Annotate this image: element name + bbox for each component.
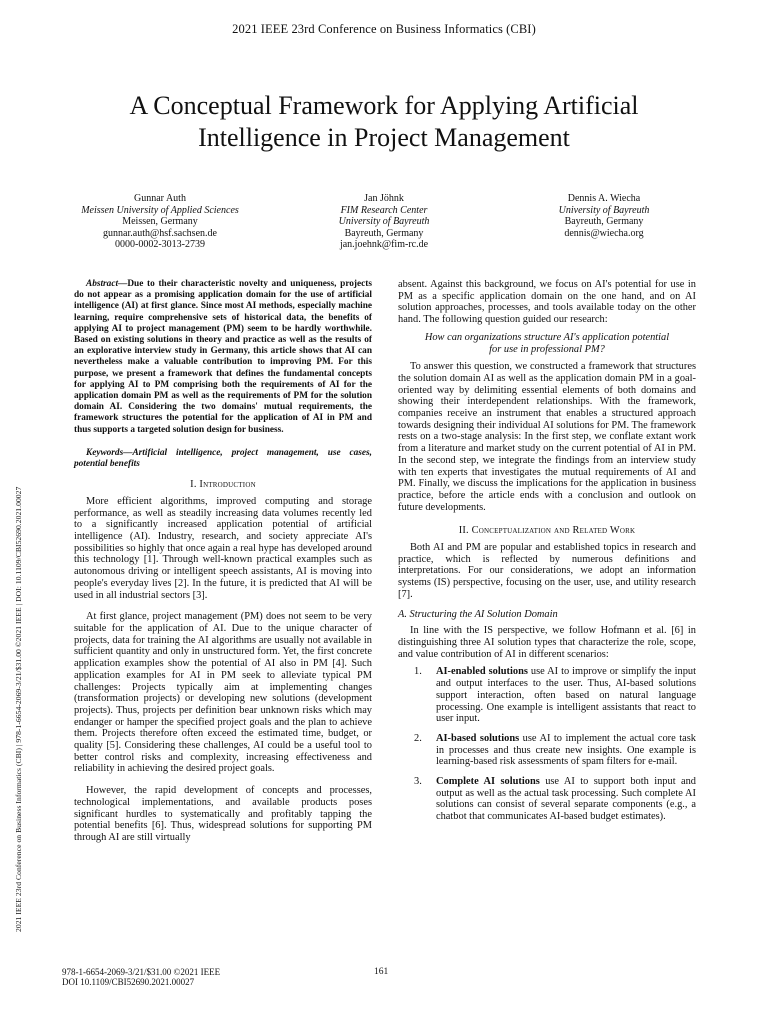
author-affiliation: Meissen University of Applied Sciences: [81, 204, 239, 216]
author-email[interactable]: jan.joehnk@fim-rc.de: [339, 239, 429, 251]
author-orcid: 0000-0002-3013-2739: [115, 239, 205, 251]
body-paragraph: More efficient algorithms, improved computing and storage performance, as well as steadily increasing data volumes recently led to a significantly increased application potential of artificial intelligence (AI). Industry, research, and society appreciate AI's possibilities so highly that once again a real hype has developed around this technology [1]. Through well-known practical examples such as autonomous driving or intelligent speech assistants, AI is moving into people's everyday lives [2]. In the future, it is predicted that AI will be used in all industrial sectors [3].: [74, 495, 372, 601]
footer-isbn: 978-1-6654-2069-3/21/$31.00 ©2021 IEEE: [62, 967, 221, 977]
list-number: 1.: [414, 666, 422, 678]
footer-doi: DOI 10.1109/CBI52690.2021.00027: [62, 977, 195, 987]
footer-publication-info: [62, 967, 220, 987]
abstract-lead: Abstract: [86, 279, 119, 289]
title-line-1: A Conceptual Framework for Applying Artificial: [129, 91, 639, 120]
author-university: University of Bayreuth: [338, 216, 430, 228]
left-column: [74, 279, 372, 844]
section-heading-conceptualization: II. Conceptualization and Related Work: [458, 525, 636, 537]
author-3: [494, 193, 714, 239]
list-text: use AI to implement the actual core task in processes and thus create new insights. One example is learning-based risk assessments of spam filters for e-mail.: [436, 732, 696, 768]
body-paragraph: However, the rapid development of concepts and processes, technological implementations, and available products poses significant hurdles to systematically and profitably tapping the potential benefits [6]. Thus, widespread solutions for supporting PM through AI are still virtually: [74, 785, 372, 843]
body-paragraph: Both AI and PM are popular and established topics in research and practice, which is reflected by numerous definitions and interpretations. For our considerations, we adopt an information systems (IS) perspective, focusing on the user, use, and utility research [7].: [398, 542, 696, 600]
list-term: AI-enabled solutions: [436, 666, 528, 678]
list-number: 2.: [414, 732, 422, 744]
title-line-2: Intelligence in Project Management: [198, 123, 570, 152]
list-item: [398, 733, 696, 768]
author-location: Bayreuth, Germany: [564, 216, 644, 228]
list-text: use AI to support both input and output as well as the actual task processing. Such complete AI solutions can consist of several separate components (e.g., a chatbot that communicates AI-based budget estimates).: [436, 776, 696, 823]
list-text: use AI to improve or simplify the input and output interfaces to the user. Thus, AI-based solutions support interaction, often based on natural language processing. One example is intelligent assistants that react to user input.: [436, 666, 696, 725]
author-name: Dennis A. Wiecha: [567, 193, 641, 204]
author-location: Bayreuth, Germany: [344, 227, 424, 239]
sidebar-text: 2021 IEEE 23rd Conference on Business Informatics (CBI) | 978-1-6654-2069-3/21/$31.00 ©2021 IEEE | DOI: 10.1109/CBI52690.2021.00027: [14, 486, 23, 932]
paper-title: [60, 90, 708, 154]
body-paragraph: At first glance, project management (PM) does not seem to be very suitable for the application of AI. Due to the unique character of projects, data for training the AI algorithms are usually not available in sufficient quantity and only in unstructured form. Yet, the first concrete application examples show the potential of AI also in PM [4]. Such application examples for AI in PM seek to alleviate typical PM challenges: Projects typically aim at implementing changes (transformation projects) or developing new solutions (development projects). Thus, projects per definition bear unknown risks which may endanger or hamper the specified project goals and the plan to achieve them. Projects therefore often exceed the estimated time, budget, or quality [5]. Considering these challenges, AI could be a useful tool to better control risks and complexity, increasing effectiveness and reliability in achieving the desired project goals.: [74, 611, 372, 775]
solution-type-list: [398, 666, 696, 822]
author-affiliation: University of Bayreuth: [558, 204, 650, 216]
body-paragraph: In line with the IS perspective, we follow Hofmann et al. [6] in distinguishing three AI solution types that characterize the role, scope, and value contribution of AI in different scenarios:: [398, 625, 696, 660]
author-email[interactable]: gunnar.auth@hsf.sachsen.de: [103, 227, 217, 239]
author-name: Gunnar Auth: [134, 193, 186, 204]
author-block: [60, 193, 708, 255]
list-item: [398, 776, 696, 823]
keywords: Keywords—Artificial intelligence, project management, use cases, potential benefits: [74, 447, 372, 470]
author-affiliation: FIM Research Center: [340, 204, 428, 216]
list-item: [398, 666, 696, 725]
abstract-text: —Due to their characteristic novelty and uniqueness, projects do not appear as a promising application domain for the use of artificial intelligence (AI) at first glance. Since most AI methods, especially machine learning, require comprehensive sets of historical data, the benefits of applying AI to project management (PM) seem to be hardly worthwhile. Based on existing solutions in theory and practice as well as the results of an explorative interview study in Germany, this article shows that AI can nevertheless make a valuable contribution to improving PM. For this purpose, we present a framework that defines the fundamental concepts for applying AI to PM comprising both the requirements of AI for the application domain PM as well as the requirements of PM for the solution domain AI. Considering the two domains' mutual requirements, the framework structures the potential for the application of AI in PM and thus supports a targeted solution design for business.: [74, 279, 372, 435]
author-2: [274, 193, 494, 251]
author-name: Jan Jöhnk: [364, 193, 404, 204]
right-column: [398, 279, 696, 831]
list-number: 3.: [414, 776, 422, 788]
sidebar-copyright: [14, 232, 28, 932]
author-email[interactable]: dennis@wiecha.org: [564, 227, 644, 239]
subsection-heading: A. Structuring the AI Solution Domain: [398, 608, 558, 620]
section-heading-introduction: I. Introduction: [190, 479, 256, 491]
conference-header: 2021 IEEE 23rd Conference on Business Informatics (CBI): [232, 22, 536, 36]
author-1: [50, 193, 270, 251]
list-term: Complete AI solutions: [436, 776, 540, 788]
body-paragraph: absent. Against this background, we focus on AI's potential for use in PM as a specific application domain on the one hand, and on AI solution approaches, processes, and tools available today on the other hand. The following question guided our research:: [398, 279, 696, 326]
page-number: 161: [374, 967, 389, 977]
body-paragraph: To answer this question, we constructed a framework that structures the solution domain AI as well as the application domain PM in a goal-oriented way by delimiting essential elements of both domains and showing their interdependent relationships. With the framework, companies receive an instrument that enables a structured approach towards designing their individual AI solutions for PM. The framework rests on a two-stage analysis: In the first step, we conflate extant work from a literature and market study on the current potential of AI in PM. In the second step, we integrate the findings from an interview study with ten experts that investigates the mutual requirements of AI and PM. Finally, we discuss the implications for the application in business practice, before the article ends with a conclusion and outlook on future developments.: [398, 361, 696, 513]
list-term: AI-based solutions: [436, 732, 520, 744]
abstract: [74, 279, 372, 436]
author-location: Meissen, Germany: [122, 216, 198, 228]
research-question: How can organizations structure AI's application potential for use in professional PM?: [424, 331, 670, 355]
